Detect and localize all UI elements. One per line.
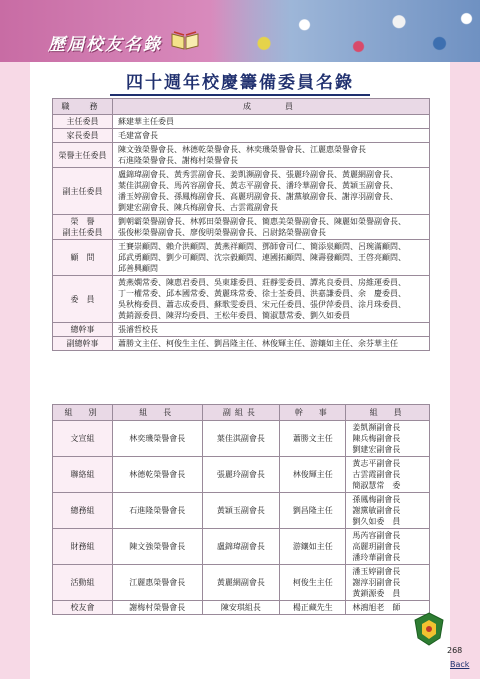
role-column-header: 職 務 <box>53 99 113 115</box>
group-leader: 謝梅村榮譽會長 <box>113 601 203 615</box>
group-row <box>53 421 430 457</box>
group-staff: 林俊輝主任 <box>280 457 346 493</box>
header-banner <box>0 0 480 62</box>
committee-row <box>53 143 430 168</box>
group-name: 聯絡組 <box>53 457 113 493</box>
group-leader: 林奕璣榮譽會長 <box>113 421 203 457</box>
group-deputy: 黃穎玉副會長 <box>202 493 280 529</box>
group-member: 劉久如委 員 <box>352 517 401 526</box>
group-row <box>53 565 430 601</box>
group-deputy: 張麗玲副會長 <box>202 457 280 493</box>
committee-members <box>113 323 430 337</box>
group-row <box>53 529 430 565</box>
group-row <box>53 457 430 493</box>
committee-role: 顧 問 <box>53 240 113 276</box>
committee-row <box>53 276 430 323</box>
group-deputy: 陳安琪組長 <box>202 601 280 615</box>
group-deputy: 葉佳淇副會長 <box>202 421 280 457</box>
groups-header-row <box>53 405 430 421</box>
committee-role: 榮 譽 副主任委員 <box>53 215 113 240</box>
member-line: 劉建宏副會長、陳兵梅副會長、古雲霞副會長 <box>118 203 278 212</box>
committee-members <box>113 115 430 129</box>
group-staff: 游鑲如主任 <box>280 529 346 565</box>
group-member: 謝黨敏副會長 <box>352 506 401 515</box>
member-line: 邱武勇顧問、劉少可顧問、沈宗毅顧問、連國拓顧問、陳壽發顧問、王啓亮顧問、 <box>118 253 406 262</box>
committee-row <box>53 129 430 143</box>
right-margin-band <box>450 62 480 679</box>
group-name: 總務組 <box>53 493 113 529</box>
committee-members <box>113 337 430 351</box>
member-line: 石進隆榮譽會長、謝梅村榮譽會長 <box>118 156 238 165</box>
committee-row <box>53 337 430 351</box>
member-line: 丁一權常委、邱本國常委、黃麗珠常委、徐士荃委員、洪嘉謙委員、余 慶委員、 <box>118 289 406 298</box>
committee-row <box>53 168 430 215</box>
committee-role: 委 員 <box>53 276 113 323</box>
group-member: 古雲霞副會長 <box>352 470 401 479</box>
group-leader: 陳文強榮譽會長 <box>113 529 203 565</box>
group-name: 校友會 <box>53 601 113 615</box>
page-title: 四十週年校慶籌備委員名錄 <box>110 72 370 96</box>
group-member: 孫鳳梅副會長 <box>352 495 401 504</box>
groups-body <box>53 421 430 615</box>
group-row <box>53 601 430 615</box>
group-deputy: 盧錦瑋副會長 <box>202 529 280 565</box>
committee-members <box>113 240 430 276</box>
deputy-column-header: 副組長 <box>202 405 280 421</box>
committee-row <box>53 323 430 337</box>
member-line: 陳文強榮譽會長、林德乾榮譽會長、林奕璣榮譽會長、江麗惠榮譽會長 <box>118 145 366 154</box>
group-member: 林鴻旭老 師 <box>352 603 401 612</box>
members-column-header: 成 員 <box>113 99 430 115</box>
committee-role: 副主任委員 <box>53 168 113 215</box>
member-line: 邱善興顧問 <box>118 264 158 273</box>
member-line: 潘玉婷副會長、孫鳳梅副會長、高麗玥副會長、謝黨敏副會長、謝淳羽副會長、 <box>118 192 398 201</box>
member-line: 黃銷源委員、陳羿均委員、王松年委員、簡淑慧常委、劉久如委員 <box>118 311 350 320</box>
crowd-photo <box>210 0 480 62</box>
group-member: 高麗玥副會長 <box>352 542 401 551</box>
group-deputy: 黃麗網副會長 <box>202 565 280 601</box>
committee-row <box>53 115 430 129</box>
group-member: 潘玉婷副會長 <box>352 567 401 576</box>
committee-members <box>113 215 430 240</box>
committee-row <box>53 215 430 240</box>
group-member: 謝淳羽副會長 <box>352 578 401 587</box>
group-leader: 石進隆榮譽會長 <box>113 493 203 529</box>
group-member: 陳兵梅副會長 <box>352 434 401 443</box>
section-title: 歷屆校友名錄 <box>48 35 162 55</box>
group-column-header: 組 別 <box>53 405 113 421</box>
member-line: 葉佳淇副會長、馬芮容副會長、黃志平副會長、潘玲華副會長、黃穎玉副會長、 <box>118 181 398 190</box>
committee-role: 總幹事 <box>53 323 113 337</box>
member-line: 黃燕嫻常委、陳惠君委員、吳東雄委員、莊靜雯委員、譚兆良委員、房維運委員、 <box>118 278 406 287</box>
member-line: 張俊彬榮譽副會長、廖俊明榮譽副會長、呂尉銘榮譽副會長 <box>118 228 326 237</box>
group-member: 黃志平副會長 <box>352 459 401 468</box>
group-member: 劉建宏副會長 <box>352 445 401 454</box>
group-staff: 劉昌隆主任 <box>280 493 346 529</box>
group-row <box>53 493 430 529</box>
committee-header-row <box>53 99 430 115</box>
back-link[interactable]: Back <box>450 660 470 669</box>
group-members <box>346 457 430 493</box>
group-staff: 柯俊生主任 <box>280 565 346 601</box>
group-member: 潘玲華副會長 <box>352 553 401 562</box>
member-column-header: 組 員 <box>346 405 430 421</box>
groups-table <box>52 404 430 615</box>
group-member: 簡淑慧常 委 <box>352 481 401 490</box>
page-number: 268 <box>447 646 463 655</box>
group-members <box>346 421 430 457</box>
committee-role: 主任委員 <box>53 115 113 129</box>
member-line: 吳秋梅委員、蕭志成委員、蘇歌雯委員、宋元任委員、張伊萍委員、涂月珠委員、 <box>118 300 406 309</box>
committee-role: 副總幹事 <box>53 337 113 351</box>
committee-body <box>53 115 430 351</box>
committee-members <box>113 143 430 168</box>
committee-role: 家長委員 <box>53 129 113 143</box>
group-members <box>346 493 430 529</box>
member-line: 劉朝霸榮譽副會長、林郭田榮譽副會長、簡惠美榮譽副會長、陳麗如榮譽副會長、 <box>118 217 406 226</box>
member-line: 張濬哲校長 <box>118 325 158 334</box>
committee-row <box>53 240 430 276</box>
member-line: 蕭勝文主任、柯俊生主任、劉昌隆主任、林俊輝主任、游鑲如主任、余芬華主任 <box>118 339 398 348</box>
group-members <box>346 565 430 601</box>
open-book-icon <box>170 30 200 50</box>
committee-table <box>52 98 430 351</box>
leader-column-header: 組 長 <box>113 405 203 421</box>
member-line: 盧錦瑋副會長、黃秀雲副會長、姜凱瀕副會長、張麗玲副會長、黃麗網副會長、 <box>118 170 398 179</box>
committee-members <box>113 129 430 143</box>
group-name: 活動組 <box>53 565 113 601</box>
member-line: 王賽崇顧問、賴介洪顧問、黃燕祥顧問、鄧師會司仁、簡添泉顧問、呂琬滿顧問、 <box>118 242 406 251</box>
group-staff: 蕭勝文主任 <box>280 421 346 457</box>
staff-column-header: 幹 事 <box>280 405 346 421</box>
member-line: 蘇建華主任委員 <box>118 117 174 126</box>
group-staff: 楊正藏先生 <box>280 601 346 615</box>
group-members <box>346 529 430 565</box>
committee-role: 榮譽主任委員 <box>53 143 113 168</box>
group-member: 姜凱瀕副會長 <box>352 423 401 432</box>
member-line: 毛建富會長 <box>118 131 158 140</box>
group-member: 馬芮容副會長 <box>352 531 401 540</box>
left-margin-band <box>0 62 30 679</box>
group-name: 文宣組 <box>53 421 113 457</box>
committee-members <box>113 168 430 215</box>
group-name: 財務組 <box>53 529 113 565</box>
group-member: 黃鎖源委 員 <box>352 589 401 598</box>
school-logo-icon <box>414 612 444 646</box>
group-leader: 林德乾榮譽會長 <box>113 457 203 493</box>
committee-members <box>113 276 430 323</box>
group-leader: 江麗惠榮譽會長 <box>113 565 203 601</box>
